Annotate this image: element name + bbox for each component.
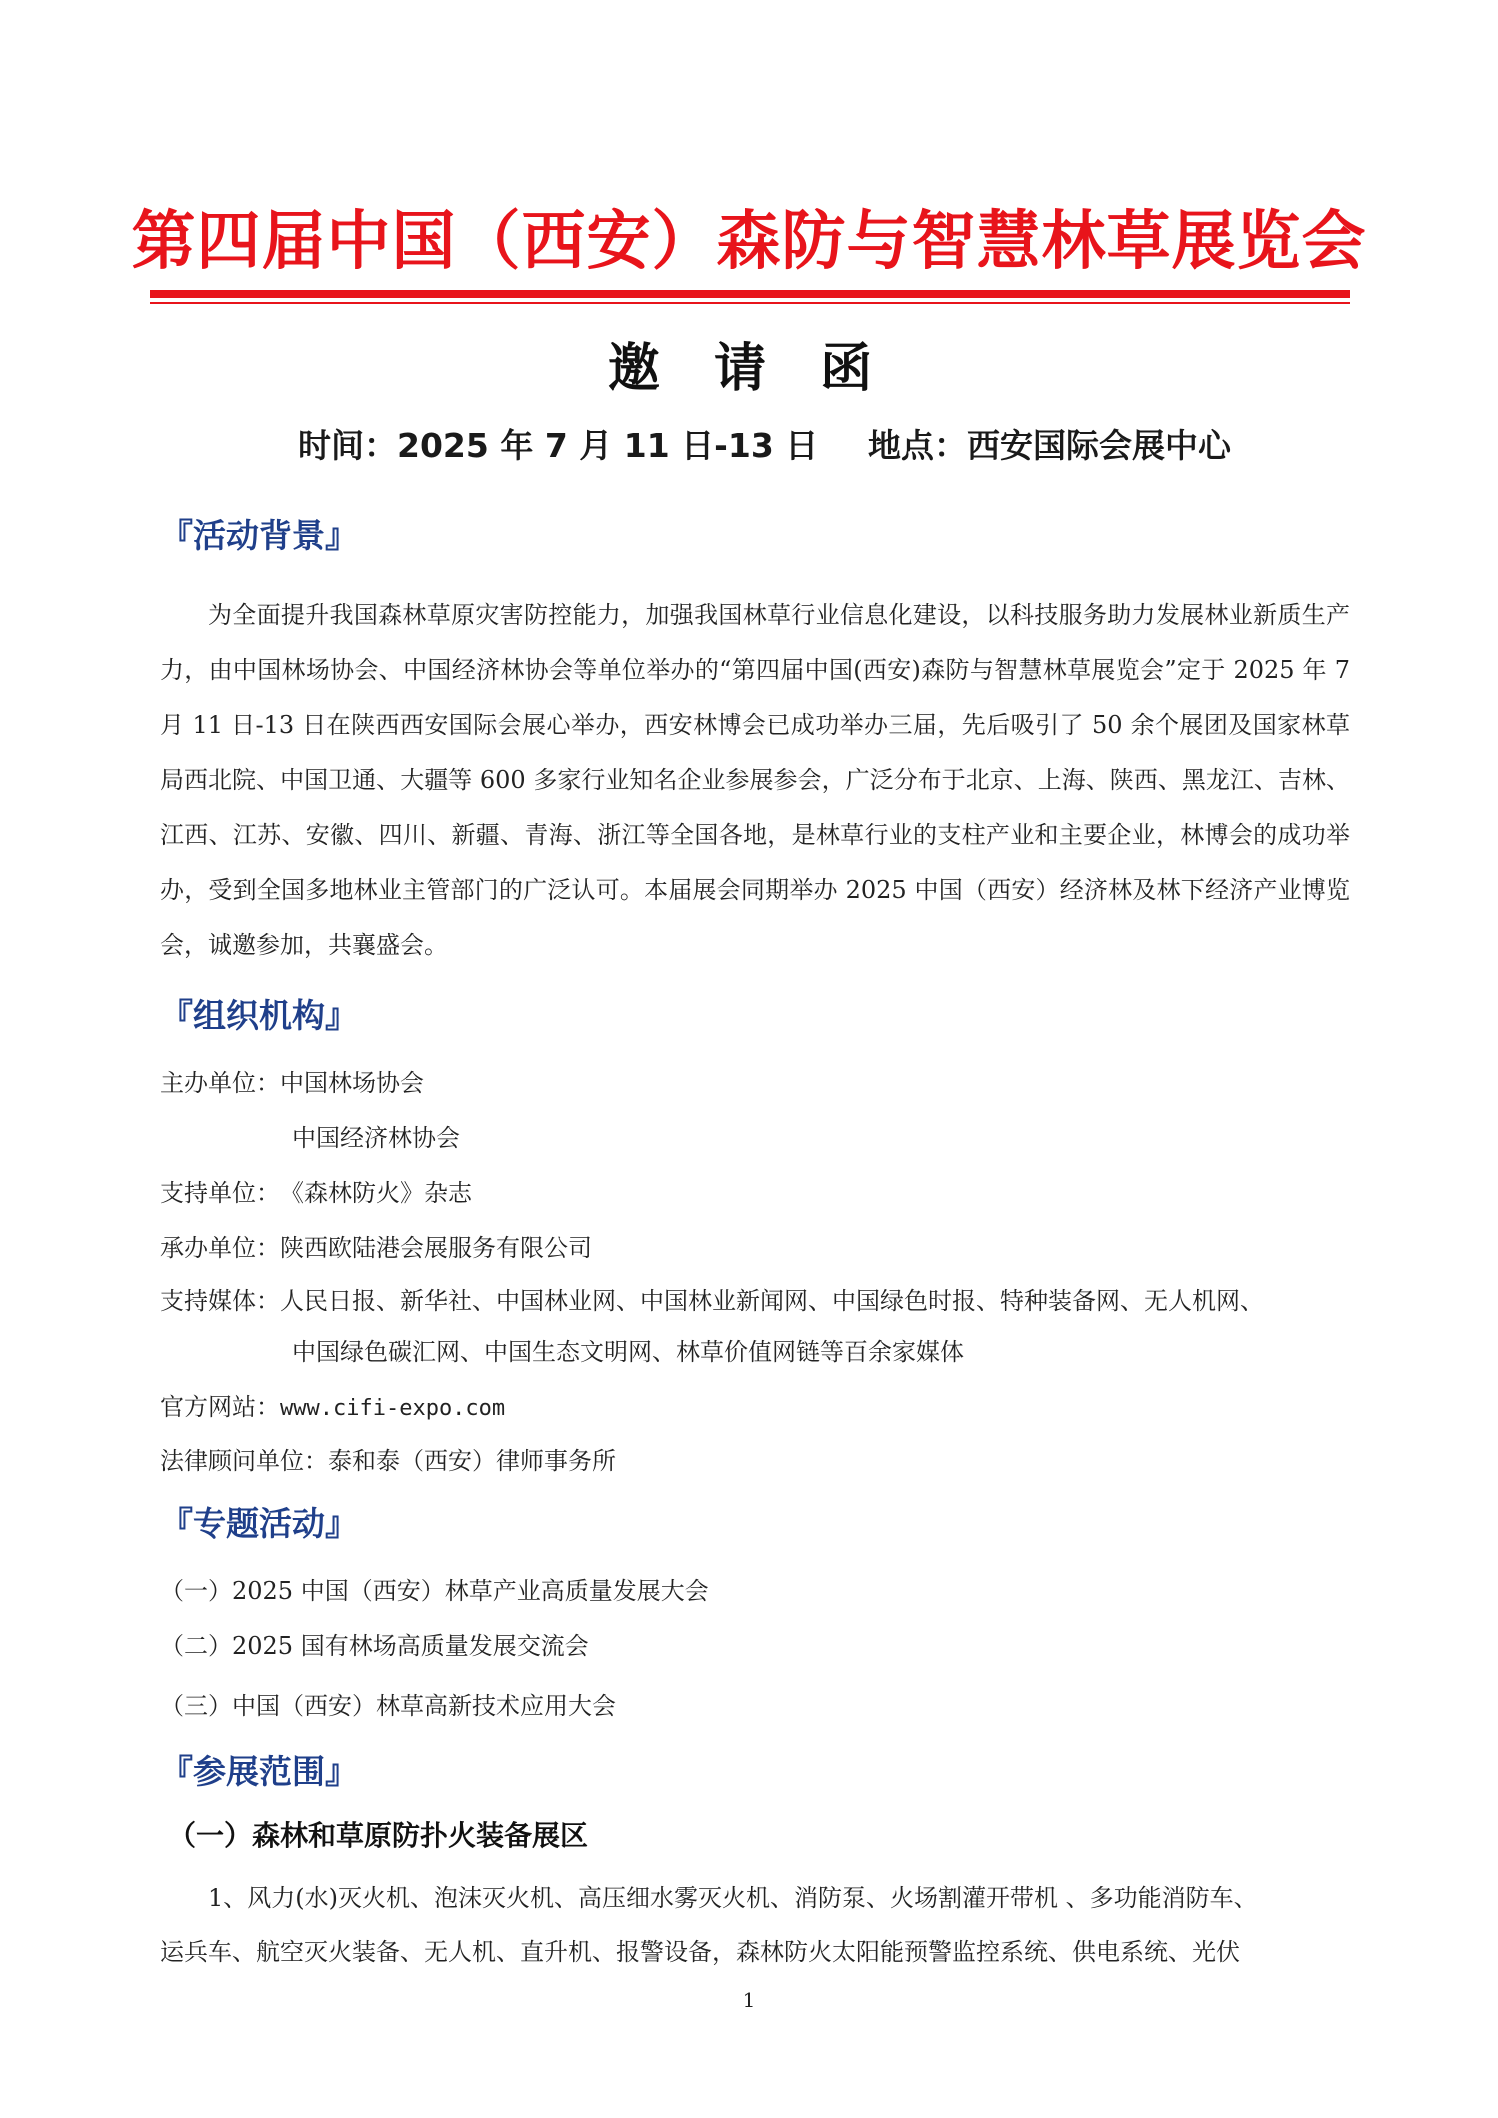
support-label: 支持单位： (160, 1179, 280, 1207)
section-heading-background: 『活动背景』 (160, 516, 358, 555)
section-heading-events: 『专题活动』 (160, 1504, 358, 1543)
document-title: 第四届中国（西安）森防与智慧林草展览会 (131, 205, 1367, 279)
title-underline-thick (150, 290, 1350, 298)
website-link[interactable]: www.cifi-expo.com (280, 1396, 506, 1421)
org-row-organizer (160, 1228, 592, 1263)
zone-1-line-2: 运兵车、航空灭火装备、无人机、直升机、报警设备，森林防火太阳能预警监控系统、供电系统、光伏 (160, 1938, 1240, 1966)
host-value-1: 中国林场协会 (280, 1069, 424, 1097)
event-item-1: （一）2025 中国（西安）林草产业高质量发展大会 (160, 1577, 709, 1605)
organizer-value: 陕西欧陆港会展服务有限公司 (280, 1234, 592, 1262)
section-heading-scope: 『参展范围』 (160, 1752, 358, 1791)
org-row-support (160, 1173, 472, 1208)
event-item-3: （三）中国（西安）林草高新技术应用大会 (160, 1692, 616, 1720)
legal-label: 法律顾问单位： (160, 1447, 328, 1475)
organizer-label: 承办单位： (160, 1234, 280, 1262)
org-row-media (160, 1281, 1264, 1316)
title-underline-thin (150, 302, 1350, 304)
page-number: 1 (742, 1988, 756, 2012)
event-item-2: （二）2025 国有林场高质量发展交流会 (160, 1632, 589, 1660)
invitation-heading: 邀 请 函 (607, 339, 891, 399)
event-time: 时间：2025 年 7 月 11 日-13 日 (298, 426, 819, 465)
host-value-2: 中国经济林协会 (292, 1124, 460, 1152)
org-row-legal (160, 1441, 616, 1476)
org-row-host (160, 1063, 424, 1098)
background-paragraph: 为全面提升我国森林草原灾害防控能力，加强我国林草行业信息化建设，以科技服务助力发展林业新质生产力，由中国林场协会、中国经济林协会等单位举办的“第四届中国(西安)森防与智慧林草展览会”定于 2025 年 7 月 11 日-13 日在陕西西安国际会展心举办，西安林博会已成功举办三届，先后吸引了 50 余个展团及国家林草局西北院、中国卫通、大疆等 600 多家行业知名企业参展参会，广泛分布于北京、上海、陕西、黑龙江、吉林、江西、江苏、安徽、四川、新疆、青海、浙江等全国各地，是林草行业的支柱产业和主要企业，林博会的成功举办，受到全国多地林业主管部门的广泛认可。本届展会同期举办 2025 中国（西安）经济林及林下经济产业博览会，诚邀参加，共襄盛会。 (160, 601, 1350, 959)
org-row-website (160, 1387, 505, 1422)
support-value: 《森林防火》杂志 (280, 1179, 472, 1207)
website-label: 官方网站： (160, 1393, 280, 1421)
zone-1-line-1: 1、风力(水)灭火机、泡沫灭火机、高压细水雾灭火机、消防泵、火场割灌开带机 、多功能消防车、 (208, 1884, 1258, 1912)
event-place: 地点：西安国际会展中心 (868, 426, 1231, 465)
legal-value: 泰和泰（西安）律师事务所 (328, 1447, 616, 1475)
media-value-1: 人民日报、新华社、中国林业网、中国林业新闻网、中国绿色时报、特种装备网、无人机网、 (280, 1287, 1264, 1315)
media-value-2: 中国绿色碳汇网、中国生态文明网、林草价值网链等百余家媒体 (292, 1338, 964, 1366)
section-heading-organization: 『组织机构』 (160, 996, 358, 1035)
media-label: 支持媒体： (160, 1287, 280, 1315)
host-label: 主办单位： (160, 1069, 280, 1097)
zone-1-title: （一）森林和草原防扑火装备展区 (168, 1819, 589, 1852)
